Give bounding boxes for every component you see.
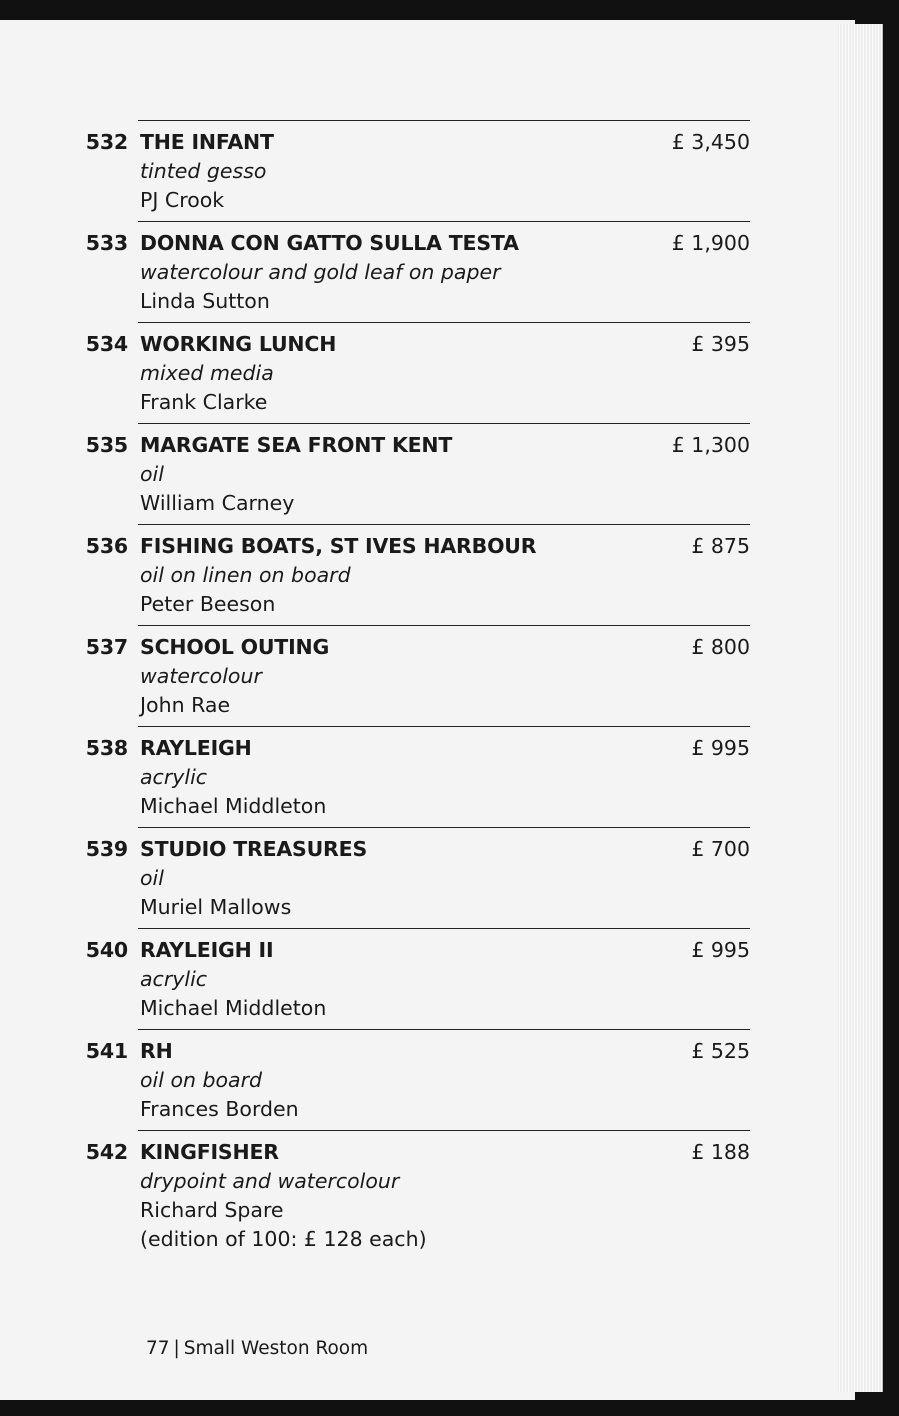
- lot-number: 533: [85, 231, 128, 255]
- lot-number: 536: [85, 534, 128, 558]
- artwork-title: STUDIO TREASURES: [140, 837, 368, 861]
- divider: [138, 221, 750, 222]
- catalogue-entry: [0, 423, 855, 524]
- artwork-price: £ 3,450: [671, 130, 750, 154]
- artwork-medium: oil on board: [140, 1068, 263, 1092]
- artwork-price: £ 995: [691, 938, 750, 962]
- artwork-medium: acrylic: [140, 967, 208, 991]
- artwork-medium: watercolour and gold leaf on paper: [140, 260, 501, 284]
- page-number: 77: [146, 1338, 170, 1359]
- artwork-title: FISHING BOATS, ST IVES HARBOUR: [140, 534, 537, 558]
- catalogue-entry: [0, 1029, 855, 1130]
- page-footer: [146, 1336, 368, 1362]
- artwork-title: MARGATE SEA FRONT KENT: [140, 433, 453, 457]
- artist-name: Richard Spare: [140, 1198, 284, 1222]
- artwork-title: RH: [140, 1039, 173, 1063]
- divider: [138, 423, 750, 424]
- catalogue-list: [0, 120, 855, 1251]
- footer-separator: |: [173, 1338, 180, 1359]
- artwork-medium: tinted gesso: [140, 159, 267, 183]
- divider: [138, 928, 750, 929]
- divider: [138, 524, 750, 525]
- catalogue-page: [0, 20, 855, 1400]
- artwork-title: SCHOOL OUTING: [140, 635, 330, 659]
- divider: [138, 322, 750, 323]
- catalogue-entry: [0, 625, 855, 726]
- catalogue-entry: [0, 726, 855, 827]
- lot-number: 534: [85, 332, 128, 356]
- artwork-price: £ 395: [691, 332, 750, 356]
- artist-name: Frances Borden: [140, 1097, 299, 1121]
- catalogue-entry: [0, 1130, 855, 1251]
- artwork-medium: mixed media: [140, 361, 274, 385]
- artwork-price: £ 1,300: [671, 433, 750, 457]
- artwork-medium: drypoint and watercolour: [140, 1169, 400, 1193]
- lot-number: 540: [85, 938, 128, 962]
- edition-note: (edition of 100: £ 128 each): [140, 1227, 427, 1251]
- catalogue-entry: [0, 928, 855, 1029]
- artwork-price: £ 875: [691, 534, 750, 558]
- divider: [138, 726, 750, 727]
- artwork-price: £ 700: [691, 837, 750, 861]
- catalogue-entry: [0, 120, 855, 221]
- artwork-title: RAYLEIGH II: [140, 938, 274, 962]
- artwork-medium: oil: [140, 462, 164, 486]
- page-edge: [838, 24, 883, 1392]
- artist-name: William Carney: [140, 491, 295, 515]
- artwork-title: DONNA CON GATTO SULLA TESTA: [140, 231, 519, 255]
- artwork-price: £ 1,900: [671, 231, 750, 255]
- artist-name: Michael Middleton: [140, 996, 327, 1020]
- lot-number: 538: [85, 736, 128, 760]
- artwork-price: £ 188: [691, 1140, 750, 1164]
- artist-name: PJ Crook: [140, 188, 225, 212]
- divider: [138, 625, 750, 626]
- artist-name: Michael Middleton: [140, 794, 327, 818]
- artist-name: Frank Clarke: [140, 390, 268, 414]
- lot-number: 537: [85, 635, 128, 659]
- artwork-price: £ 800: [691, 635, 750, 659]
- divider: [138, 1029, 750, 1030]
- artwork-price: £ 995: [691, 736, 750, 760]
- artwork-medium: acrylic: [140, 765, 208, 789]
- artist-name: Linda Sutton: [140, 289, 270, 313]
- lot-number: 535: [85, 433, 128, 457]
- lot-number: 539: [85, 837, 128, 861]
- catalogue-entry: [0, 322, 855, 423]
- lot-number: 541: [85, 1039, 128, 1063]
- divider: [138, 120, 750, 121]
- artwork-title: WORKING LUNCH: [140, 332, 337, 356]
- divider: [138, 827, 750, 828]
- divider: [138, 1130, 750, 1131]
- artwork-title: THE INFANT: [140, 130, 274, 154]
- artwork-price: £ 525: [691, 1039, 750, 1063]
- artist-name: Peter Beeson: [140, 592, 276, 616]
- artwork-medium: oil on linen on board: [140, 563, 351, 587]
- artist-name: John Rae: [140, 693, 231, 717]
- section-name: Small Weston Room: [183, 1338, 369, 1359]
- catalogue-entry: [0, 827, 855, 928]
- artwork-medium: oil: [140, 866, 164, 890]
- artist-name: Muriel Mallows: [140, 895, 292, 919]
- lot-number: 532: [85, 130, 128, 154]
- artwork-title: RAYLEIGH: [140, 736, 252, 760]
- catalogue-entry: [0, 221, 855, 322]
- artwork-title: KINGFISHER: [140, 1140, 279, 1164]
- artwork-medium: watercolour: [140, 664, 262, 688]
- catalogue-entry: [0, 524, 855, 625]
- lot-number: 542: [85, 1140, 128, 1164]
